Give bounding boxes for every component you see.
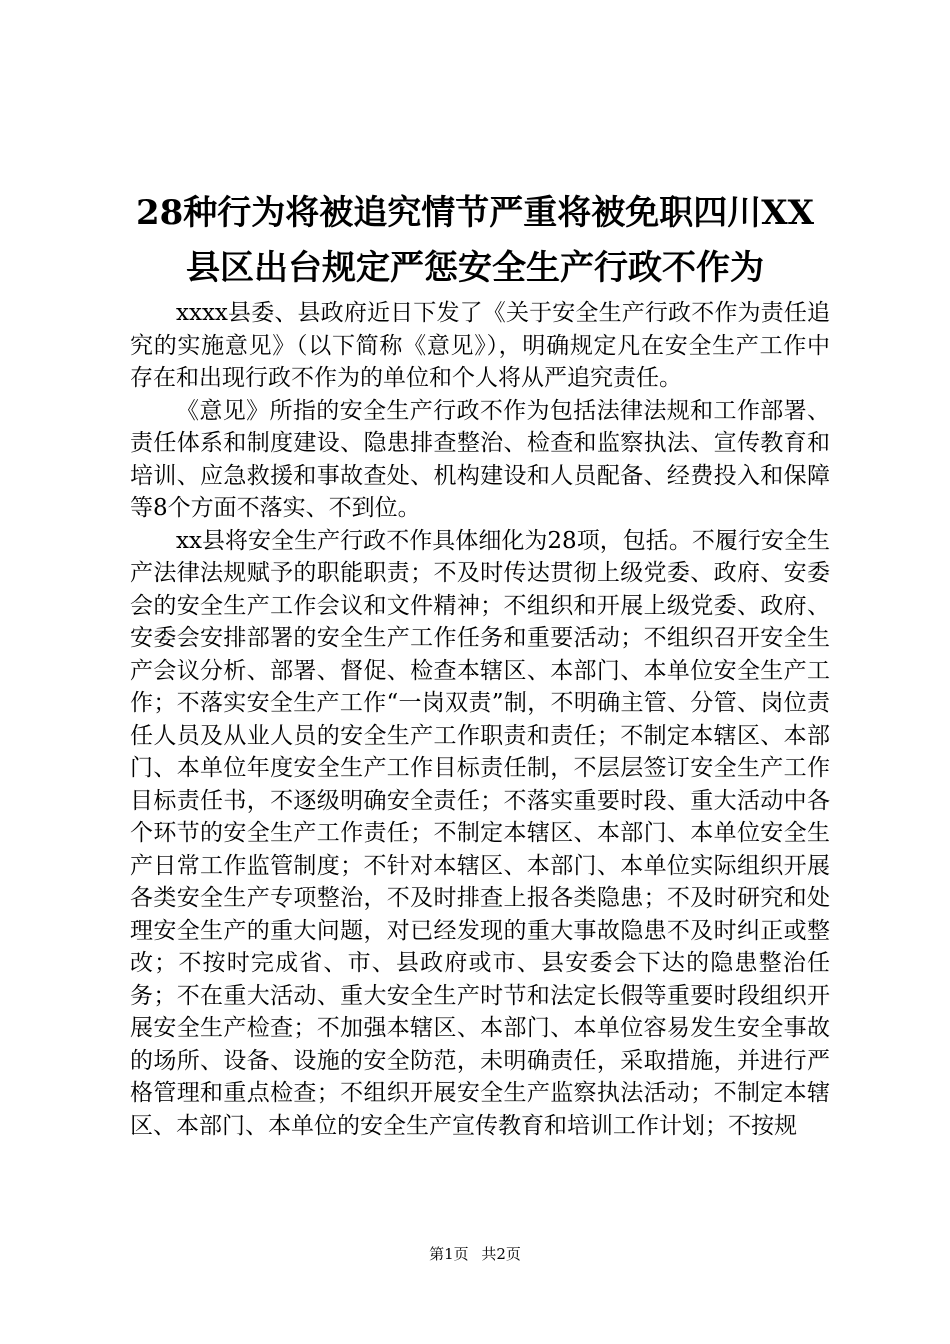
title-line-2: 县区出台规定严惩安全生产行政不作为 — [186, 248, 764, 288]
title-line-1: 28种行为将被追究情节严重将被免职四川XX — [135, 193, 815, 233]
paragraph-3: xx县将安全生产行政不作具体细化为28项，包括。不履行安全生产法律法规赋予的职能职责；不及时传达贯彻上级党委、政府、安委会的安全生产工作会议和文件精神；不组织和开展上级党委、政府、安委会安排部署的安全生产工作任务和重要活动；不组织召开安全生产会议分析、部署、督促、检查本辖区、本部门、本单位安全生产工作；不落实安全生产工作“一岗双责”制，不明确主管、分管、岗位责任人员及从业人员的安全生产工作职责和责任；不制定本辖区、本部门、本单位年度安全生产工作目标责任制，不层层签订安全生产工作目标责任书，不逐级明确安全责任；不落实重要时段、重大活动中各个环节的安全生产工作责任；不制定本辖区、本部门、本单位安全生产日常工作监管制度；不针对本辖区、本部门、本单位实际组织开展各类安全生产专项整治，不及时排查上报各类隐患；不及时研究和处理安全生产的重大问题，对已经发现的重大事故隐患不及时纠正或整改；不按时完成省、市、县政府或市、县安委会下达的隐患整治任务；不在重大活动、重大安全生产时节和法定长假等重要时段组织开展安全生产检查；不加强本辖区、本部门、本单位容易发生安全事故的场所、设备、设施的安全防范，未明确责任，采取措施，并进行严格管理和重点检查；不组织开展安全生产监察执法活动；不制定本辖区、本部门、本单位的安全生产宣传教育和培训工作计划；不按规 — [130, 527, 830, 1139]
paragraph-1: xxxx县委、县政府近日下发了《关于安全生产行政不作为责任追究的实施意见》（以下简称《意见》），明确规定凡在安全生产工作中存在和出现行政不作为的单位和个人将从严追究责任。 — [130, 300, 830, 391]
document-title — [110, 186, 840, 296]
paragraph-2: 《意见》所指的安全生产行政不作为包括法律法规和工作部署、责任体系和制度建设、隐患排查整治、检查和监察执法、宣传教育和培训、应急救援和事故查处、机构建设和人员配备、经费投入和保障等8个方面不落实、不到位。 — [130, 397, 830, 521]
page-footer: 第1页 共2页 — [429, 1245, 521, 1263]
document-body — [130, 297, 830, 1142]
